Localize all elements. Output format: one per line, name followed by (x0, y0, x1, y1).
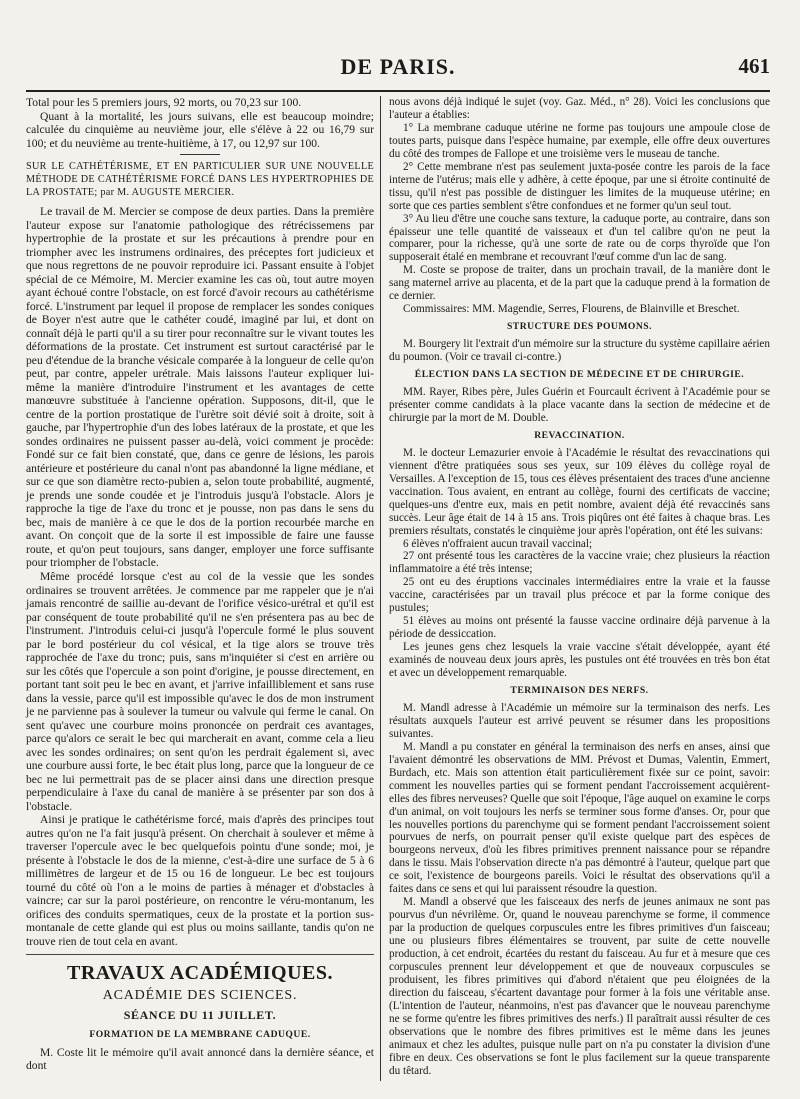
session-date: SÉANCE DU 11 JUILLET. (123, 1008, 277, 1023)
paragraph-candidates: MM. Rayer, Ribes père, Jules Guérin et Fourcault écrivent à l'Académie pour se présenter comme candidats à la place vacante dans la section de médecine et de chirurgie par la mort de M. Double. (389, 386, 770, 424)
page-header (26, 50, 770, 84)
heading-nerfs: TERMINAISON DES NERFS. (510, 684, 649, 696)
paragraph-coste-continued: nous avons déjà indiqué le sujet (voy. Gaz. Méd., n° 28). Voici les conclusions que l'auteur a établies: (389, 96, 770, 121)
section-subtitle: ACADÉMIE DES SCIENCES. (102, 988, 298, 1004)
paragraph-revaccination-followup: Les jeunes gens chez lesquels la vraie vaccine s'était développée, ayant été examinés de nouveau deux jours après, les pustules ont été trouvées en très bon état et avec un développement remarquable. (389, 641, 770, 680)
paragraph-mandl-anses: M. Mandl a pu constater en général la terminaison des nerfs en anses, ainsi que l'avaient démontré les observations de MM. Prévost et Dumas, Valentin, Emmert, Burdach, etc. Mais son attention était particulièrement fixée sur ce point, savoir: comment les nouvelles parties qui se forment pendant l'accroissement acquièrent-elles des fibres nerveuses? Quelle que soit l'époque, l'âge auquel on examine le corps d'un animal, on voit toujours les nerfs se terminer sous forme d'anses. Or, pour que les nouvelles portions du parenchyme qui se forment pendant l'accroissement soient pourvues de nerfs, on pourrait penser qu'il existe quelque part des espèces de bourgeons nerveux, d'où les fibres primitives prennent naissance pour se répandre dans le tissu. Mais l'observation directe n'a pas démontré à l'auteur, quelque part que ce soit, l'existence de bourgeons pareils. Voici le résultat des observations qu'il a faites dans ce sens et qui lui paraissent résoudre la question. (389, 740, 770, 896)
separator (180, 154, 220, 155)
paragraph-mercier-intro: Le travail de M. Mercier se compose de deux parties. Dans la première l'auteur expose sur l'anatomie pathologique des rétrécissemens par hypertrophie de la prostate et sur les précautions à prendre pour en triompher avec les instrumens ordinaires, des préceptes fort judicieux et que nous regrettons de ne pouvoir reproduire ici. Passant ensuite à l'objet spécial de ce Mémoire, M. Mercier examine les cas où, tout autre moyen ayant échoué contre l'obstacle, on est forcé d'avoir recours au cathétérisme forcé. L'instrument par lequel il propose de remplacer les sondes coniques de Boyer n'est autre que le cathéter coudé, imaginé par lui, et dont on connaît déjà le parti qu'il a su tirer pour reconnaître sur le vivant toutes les déformations de la prostate. Cet instrument est surtout caractérisé par le peu d'étendue de la branche vésicale comparée à la longueur de celle qu'on peut, par contre, appeler urétrale. Mais laissons l'auteur expliquer lui-même la manière d'introduire l'instrument et les avantages de cette manœuvre substituée à l'ancienne opération. Supposons, dit-il, que le centre de la portion prostatique de l'urètre soit dévié soit à droite, soit à gauche, par l'hypertrophie d'un des lobes latéraux de la prostate, et que les sondes ordinaires ne puissent passer au-delà, voici comment je procède: Fondé sur ce fait bien constaté, que, dans ce genre de lésions, les parois antérieure et postérieure du canal n'ont pas abandonné la ligne médiane, et sur ce que son diamètre recto-pubien a, selon toute probabilité, augmenté, je prends une sonde coudée et je l'introduis jusqu'à l'obstacle. Alors je rapproche la tige de l'axe du tronc et je pousse, non pas dans le sens du bec, mais de manière à ce que le dos de la portion recourbée marche en avant. On conçoit que de la sorte il est impossible de faire une fausse route, et qu'on peut toujours, sans danger, employer une force suffisante pour triompher de l'obstacle. (26, 205, 374, 570)
article-heading-catheterism: SUR LE CATHÉTÉRISME, ET EN PARTICULIER SUR UNE NOUVELLE MÉTHODE DE CATHÉTÉRISME FORCÉ DANS LES HYPERTROPHIES DE LA PROSTATE; par M. AUGUSTE MERCIER. (26, 161, 374, 199)
result-line-1: 6 élèves n'offraient aucun travail vaccinal; (403, 537, 593, 550)
header-rule (26, 90, 770, 92)
section-title: TRAVAUX ACADÉMIQUES. (67, 962, 333, 985)
result-line-2: 27 ont présenté tous les caractères de la vaccine vraie; chez plusieurs la réaction inflammatoire a été très intense; (389, 550, 770, 576)
result-line-4: 51 élèves au moins ont présenté la fausse vaccine ordinaire déjà parvenue à la période de dessiccation. (389, 615, 770, 641)
running-title: DE PARIS. (340, 54, 456, 79)
heading-revaccination: REVACCINATION. (534, 429, 625, 441)
paragraph-coste: M. Coste lit le mémoire qu'il avait annoncé dans la dernière séance, et dont (26, 1045, 374, 1073)
right-column (389, 96, 770, 1081)
left-column (26, 96, 374, 1081)
paragraph-mortality-total: Total pour les 5 premiers jours, 92 morts, ou 70,23 sur 100. (26, 96, 302, 109)
paragraph-lemazurier: M. le docteur Lemazurier envoie à l'Académie le résultat des revaccinations qui viennent d'être pratiquées sous ses yeux, sur 109 élèves du collège royal de Versailles. A l'exception de 15, tous ces élèves présentaient des traces d'une ancienne vaccination. Tous avaient, en entrant au collège, fourni des certificats de vaccine; quelques-uns d'entre eux, mais en petit nombre, avaient déjà été revaccinés sans succès. Leur âge était de 14 à 15 ans. Trois piqûres ont été faites à chaque bras. Les premiers résultats, constatés le cinquième jour après l'opération, ont été les suivans: (389, 446, 770, 537)
paragraph-coste-future: M. Coste se propose de traiter, dans un prochain travail, de la manière dont le sang maternel arrive au placenta, et de la part que la caduque prend à la formation de ce dernier. (389, 264, 770, 303)
page-number: 461 (738, 54, 770, 78)
heading-election: ÉLECTION DANS LA SECTION DE MÉDECINE ET DE CHIRURGIE. (414, 369, 745, 381)
paragraph-bourgery: M. Bourgery lit l'extrait d'un mémoire sur la structure du système capillaire aérien du poumon. (Voir ce travail ci-contre.) (389, 338, 770, 364)
paragraph-mandl-intro: M. Mandl adresse à l'Académie un mémoire sur la terminaison des nerfs. Les résultats auxquels l'auteur est arrivé peuvent se résumer dans les propositions suivantes. (389, 701, 770, 740)
paragraph-commissaires: Commissaires: MM. Magendie, Serres, Flourens, de Blainville et Breschet. (403, 303, 740, 316)
result-line-3: 25 ont eu des éruptions vaccinales intermédiaires entre la vraie et la fausse vaccine, caractérisées par un travail plus précoce et par la forme conique des pustules; (389, 576, 770, 615)
paragraph-mortality-later: Quant à la mortalité, les jours suivans, elle est beaucoup moindre; calculée du cinquième au neuvième jour, elle s'élève à 22 ou 16,79 sur 100; et du neuvième au trente-huitième, à 17, ou 12,97 sur 100. (26, 109, 374, 150)
paragraph-mercier-bladder: Même procédé lorsque c'est au col de la vessie que les sondes ordinaires se trouvent arrêtées. Je commence par me rappeler que je n'ai jamais rencontré de saillie au-devant de l'orifice vésico-urétral et qu'il est par conséquent de toute probabilité qu'il ne s'en présentera pas au bec de l'instrument. J'introduis celui-ci jusqu'à l'opercule formé le plus souvent par le bord postérieur du col vésical, et la tige alors se trouve très rapprochée de l'axe du tronc; puis, sans m'inquiéter si c'est en arrière ou sur les côtés que l'opercule a son point d'origine, je pousse directement, en portant tant soit peu le bec en avant, et j'arrive infailliblement et sans ruse dans la vessie, parce qu'il est impossible qu'avec le dos de mon instrument je ne parvienne pas à soulever la tumeur ou valvule qui ferme le canal. On sent qu'avec une courbure moins prononcée on perdrait ces avantages, parce qu'alors ce serait le bec qui marcherait en avant, comme cela a lieu avec les sondes ordinaires; on sent qu'on les perdrait également si, avec une courbure aussi forte, le bec était plus long, parce que la longueur de ce bec ne lui permettrait pas de se placer ainsi dans une direction presque perpendiculaire à l'axe du canal de manière à se présenter par son dos à l'obstacle. (26, 569, 374, 813)
paragraph-mercier-conclusion: Ainsi je pratique le cathétérisme forcé, mais d'après des principes tout autres qu'on ne l'a fait jusqu'à présent. On cherchait à soulever et même à traverser l'opercule avec le bec quelquefois pointu d'une sonde; moi, je présente à l'obstacle le dos de la mienne, c'est-à-dire une surface de 5 à 6 millimètres de largeur et de 15 ou 16 de longueur. Le bec est toujours tourné du côté où l'on a le moins de parties à ménager et d'obstacles à vaincre; car sur la paroi postérieure, on rencontre le véru-montanum, les orifices des conduits spermatiques, ceux de la prostate et la portion sus-montanale de cette glande qui est plus ou moins saillante, tandis qu'on ne trouve rien de tout cela en avant. (26, 813, 374, 948)
heading-membrane-caduque: FORMATION DE LA MEMBRANE CADUQUE. (89, 1029, 311, 1041)
section-rule (26, 954, 374, 955)
conclusion-item-3: 3° Au lieu d'être une couche sans texture, la caduque porte, au contraire, dans son épaisseur une telle quantité de vaisseaux et d'un tel calibre qu'on ne peut la comparer, pour la richesse, qu'à une sorte de rate ou de corps thyroïde que l'on supposerait étalé en membrane et recouvrant l'œuf comme d'un lac de sang. (389, 212, 770, 264)
conclusion-item-2: 2° Cette membrane n'est pas seulement juxta-posée contre les parois de la face interne de l'utérus; mais elle y adhère, à cette époque, par une si étroite continuité de tissu, qu'il n'est pas possible de distinguer les limites de la muqueuse utérine; en sorte que ces parties semblent s'être confondues et ne former qu'un seul tout. (389, 160, 770, 212)
column-divider (380, 96, 381, 1081)
paragraph-mandl-neurilemme: M. Mandl a observé que les faisceaux des nerfs de jeunes animaux ne sont pas pourvus d'un névrilème. Or, quand le nouveau parenchyme se forme, il commence par la production de quelques corpuscules entre les fibres primitives d'un faisceau; une ou plusieurs fibres élémentaires se trouvent, par suite de cette nouvelle production, à cet endroit, écartées du restant du faisceau. Au fur et à mesure que ces corpuscules prennent leur développement et que de nouveaux corpuscules se produisent, les fibres primitives qui d'abord n'étaient que peu éloignées de la direction du faisceau, s'écartent davantage pour former à la fois une véritable anse. (L'intention de l'auteur, néanmoins, n'est pas d'avancer que le nouveau parenchyme ne se forme qu'entre les fibres primitives des nerfs.) Il paraîtrait aussi résulter de ces observations que le nombre des fibres primitives est le même dans les jeunes animaux et chez les adultes, puisque nulle part on n'a pu constater la division d'une fibre en deux. Ces observations se font le plus facilement sur la queue transparente du têtard. (389, 896, 770, 1077)
conclusion-item-1: 1° La membrane caduque utérine ne forme pas toujours une ampoule close de toutes parts, puisque dans l'espèce humaine, par exemple, elle offre deux ouvertures du côté des trompes de Fallope et une troisième vers le museau de tanche. (389, 121, 770, 160)
heading-poumons: STRUCTURE DES POUMONS. (506, 321, 653, 333)
